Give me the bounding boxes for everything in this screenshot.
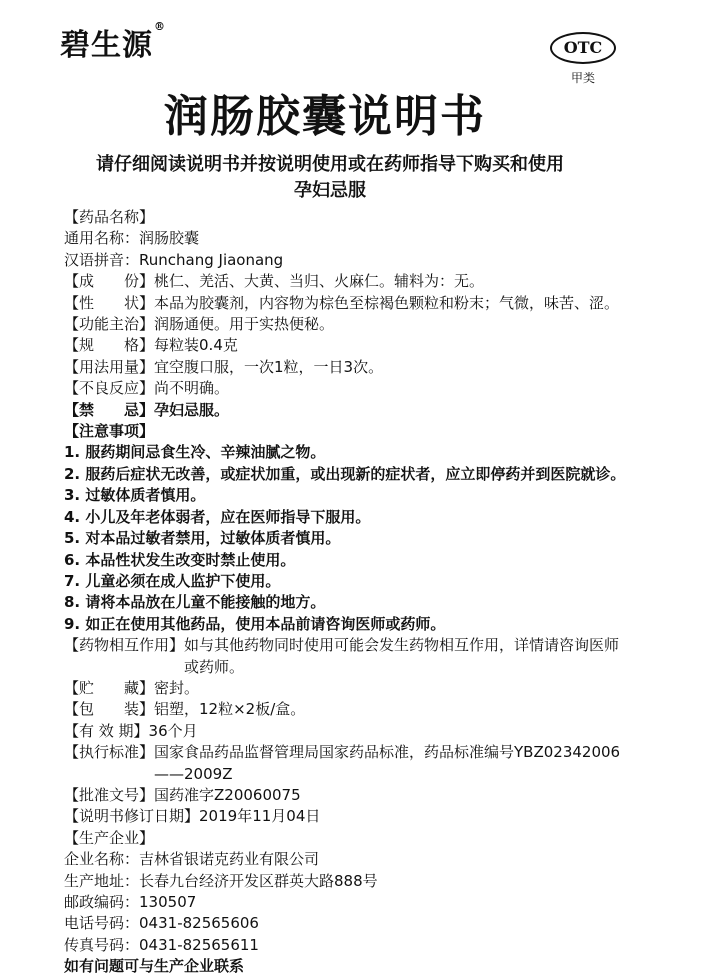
revision-value: 2019年11月04日 (199, 807, 321, 826)
address-row (64, 871, 634, 892)
precaution-item: 5. 对本品过敏者禁用，过敏体质者慎用。 (64, 529, 341, 548)
adverse-row (64, 378, 634, 399)
footer-contact-note: 如有问题可与生产企业联系 (64, 957, 245, 976)
properties-label: 【性 状】 (64, 293, 155, 312)
postcode-row (64, 892, 634, 913)
adverse-value: 尚不明确。 (154, 379, 230, 398)
precaution-item: 1. 服药期间忌食生冷、辛辣油腻之物。 (64, 443, 326, 462)
otc-mark (548, 32, 618, 86)
indications-value: 润肠通便。用于实热便秘。 (154, 315, 335, 334)
ingredients-row (64, 271, 634, 292)
phone-row (64, 913, 634, 934)
interactions-row (64, 635, 634, 678)
precaution-item: 3. 过敏体质者慎用。 (64, 486, 206, 505)
fax-row (64, 935, 634, 956)
section-drug-name: 【药品名称】 (64, 208, 155, 226)
dosage-row (64, 357, 634, 378)
precaution-item: 7. 儿童必须在成人监护下使用。 (64, 571, 281, 590)
precautions-list (64, 442, 634, 635)
contraindications-value: 孕妇忌服。 (154, 400, 230, 419)
revision-label: 【说明书修订日期】 (64, 807, 200, 826)
section-manufacturer: 【生产企业】 (64, 828, 155, 847)
interactions-value: 如与其他药物同时使用可能会发生药物相互作用，详情请咨询医师或药师。 (184, 636, 620, 676)
warning-usage: 请仔细阅读说明书并按说明使用或在药师指导下购买和使用 (96, 154, 564, 175)
leaflet-body (64, 207, 634, 978)
postcode-value: 130507 (139, 893, 197, 911)
approval-value: 国药准字Z20060075 (154, 785, 301, 804)
warning-block (40, 152, 620, 204)
contraindications-row (64, 400, 634, 421)
validity-value: 36个月 (148, 721, 198, 740)
registered-mark: ® (154, 20, 166, 33)
ingredients-label: 【成 份】 (64, 272, 155, 291)
address-label: 生产地址： (64, 871, 140, 890)
phone-value: 0431-82565606 (139, 914, 259, 933)
company-name-row (64, 849, 634, 870)
fax-value: 0431-82565611 (139, 935, 259, 954)
pinyin-value: Runchang Jiaonang (139, 250, 284, 269)
adverse-label: 【不良反应】 (64, 379, 155, 398)
specification-row (64, 335, 634, 356)
standard-value: 国家食品药品监督管理局国家药品标准，药品标准编号YBZ02342006——2009Z (154, 743, 621, 783)
generic-name-row (64, 228, 634, 249)
package-value: 铝塑，12粒×2板/盒。 (154, 700, 306, 719)
generic-name-label: 通用名称： (64, 229, 140, 248)
storage-value: 密封。 (154, 678, 200, 697)
validity-label: 【有 效 期】 (64, 721, 149, 740)
pinyin-row (64, 250, 634, 271)
generic-name-value: 润肠胶囊 (139, 229, 200, 248)
revision-row (64, 806, 634, 827)
dosage-value: 宜空腹口服，一次1粒，一日3次。 (154, 357, 384, 376)
precaution-item: 4. 小儿及年老体弱者，应在医师指导下服用。 (64, 507, 371, 526)
warning-pregnancy: 孕妇忌服 (294, 180, 366, 201)
brand-logo-text: 碧生源 (60, 28, 153, 63)
standard-row (64, 742, 634, 785)
package-label: 【包 装】 (64, 700, 155, 719)
specification-value: 每粒装0.4克 (154, 336, 238, 355)
pinyin-label: 汉语拼音： (64, 250, 140, 269)
address-value: 长春九台经济开发区群英大路888号 (139, 871, 378, 890)
standard-label: 【执行标准】 (64, 743, 155, 762)
ingredients-value: 桃仁、羌活、大黄、当归、火麻仁。辅料为：无。 (154, 272, 485, 291)
precaution-item: 9. 如正在使用其他药品，使用本品前请咨询医师或药师。 (64, 614, 446, 633)
indications-row (64, 314, 634, 335)
page-title: 润肠胶囊说明书 (164, 91, 486, 142)
precaution-item: 6. 本品性状发生改变时禁止使用。 (64, 550, 296, 569)
precaution-item: 2. 服药后症状无改善，或症状加重，或出现新的症状者，应立即停药并到医院就诊。 (64, 464, 626, 483)
specification-label: 【规 格】 (64, 336, 155, 355)
properties-row (64, 293, 634, 314)
indications-label: 【功能主治】 (64, 315, 155, 334)
precaution-item: 8. 请将本品放在儿童不能接触的地方。 (64, 593, 326, 612)
otc-class: 甲类 (570, 71, 595, 85)
fax-label: 传真号码： (64, 935, 140, 954)
approval-row (64, 785, 634, 806)
section-precautions: 【注意事项】 (64, 422, 155, 441)
dosage-label: 【用法用量】 (64, 357, 155, 376)
properties-value: 本品为胶囊剂，内容物为棕色至棕褐色颗粒和粉末；气微，味苦、涩。 (154, 293, 620, 312)
storage-label: 【贮 藏】 (64, 678, 155, 697)
company-name-label: 企业名称： (64, 850, 140, 869)
company-name-value: 吉林省银诺克药业有限公司 (139, 850, 320, 869)
approval-label: 【批准文号】 (64, 785, 155, 804)
validity-row (64, 721, 634, 742)
contraindications-label: 【禁 忌】 (64, 400, 155, 419)
otc-badge: OTC (550, 32, 616, 64)
postcode-label: 邮政编码： (64, 893, 140, 911)
brand-logo (60, 20, 166, 64)
storage-row (64, 678, 634, 699)
package-row (64, 699, 634, 720)
interactions-label: 【药物相互作用】 (64, 636, 185, 655)
phone-label: 电话号码： (64, 914, 140, 933)
